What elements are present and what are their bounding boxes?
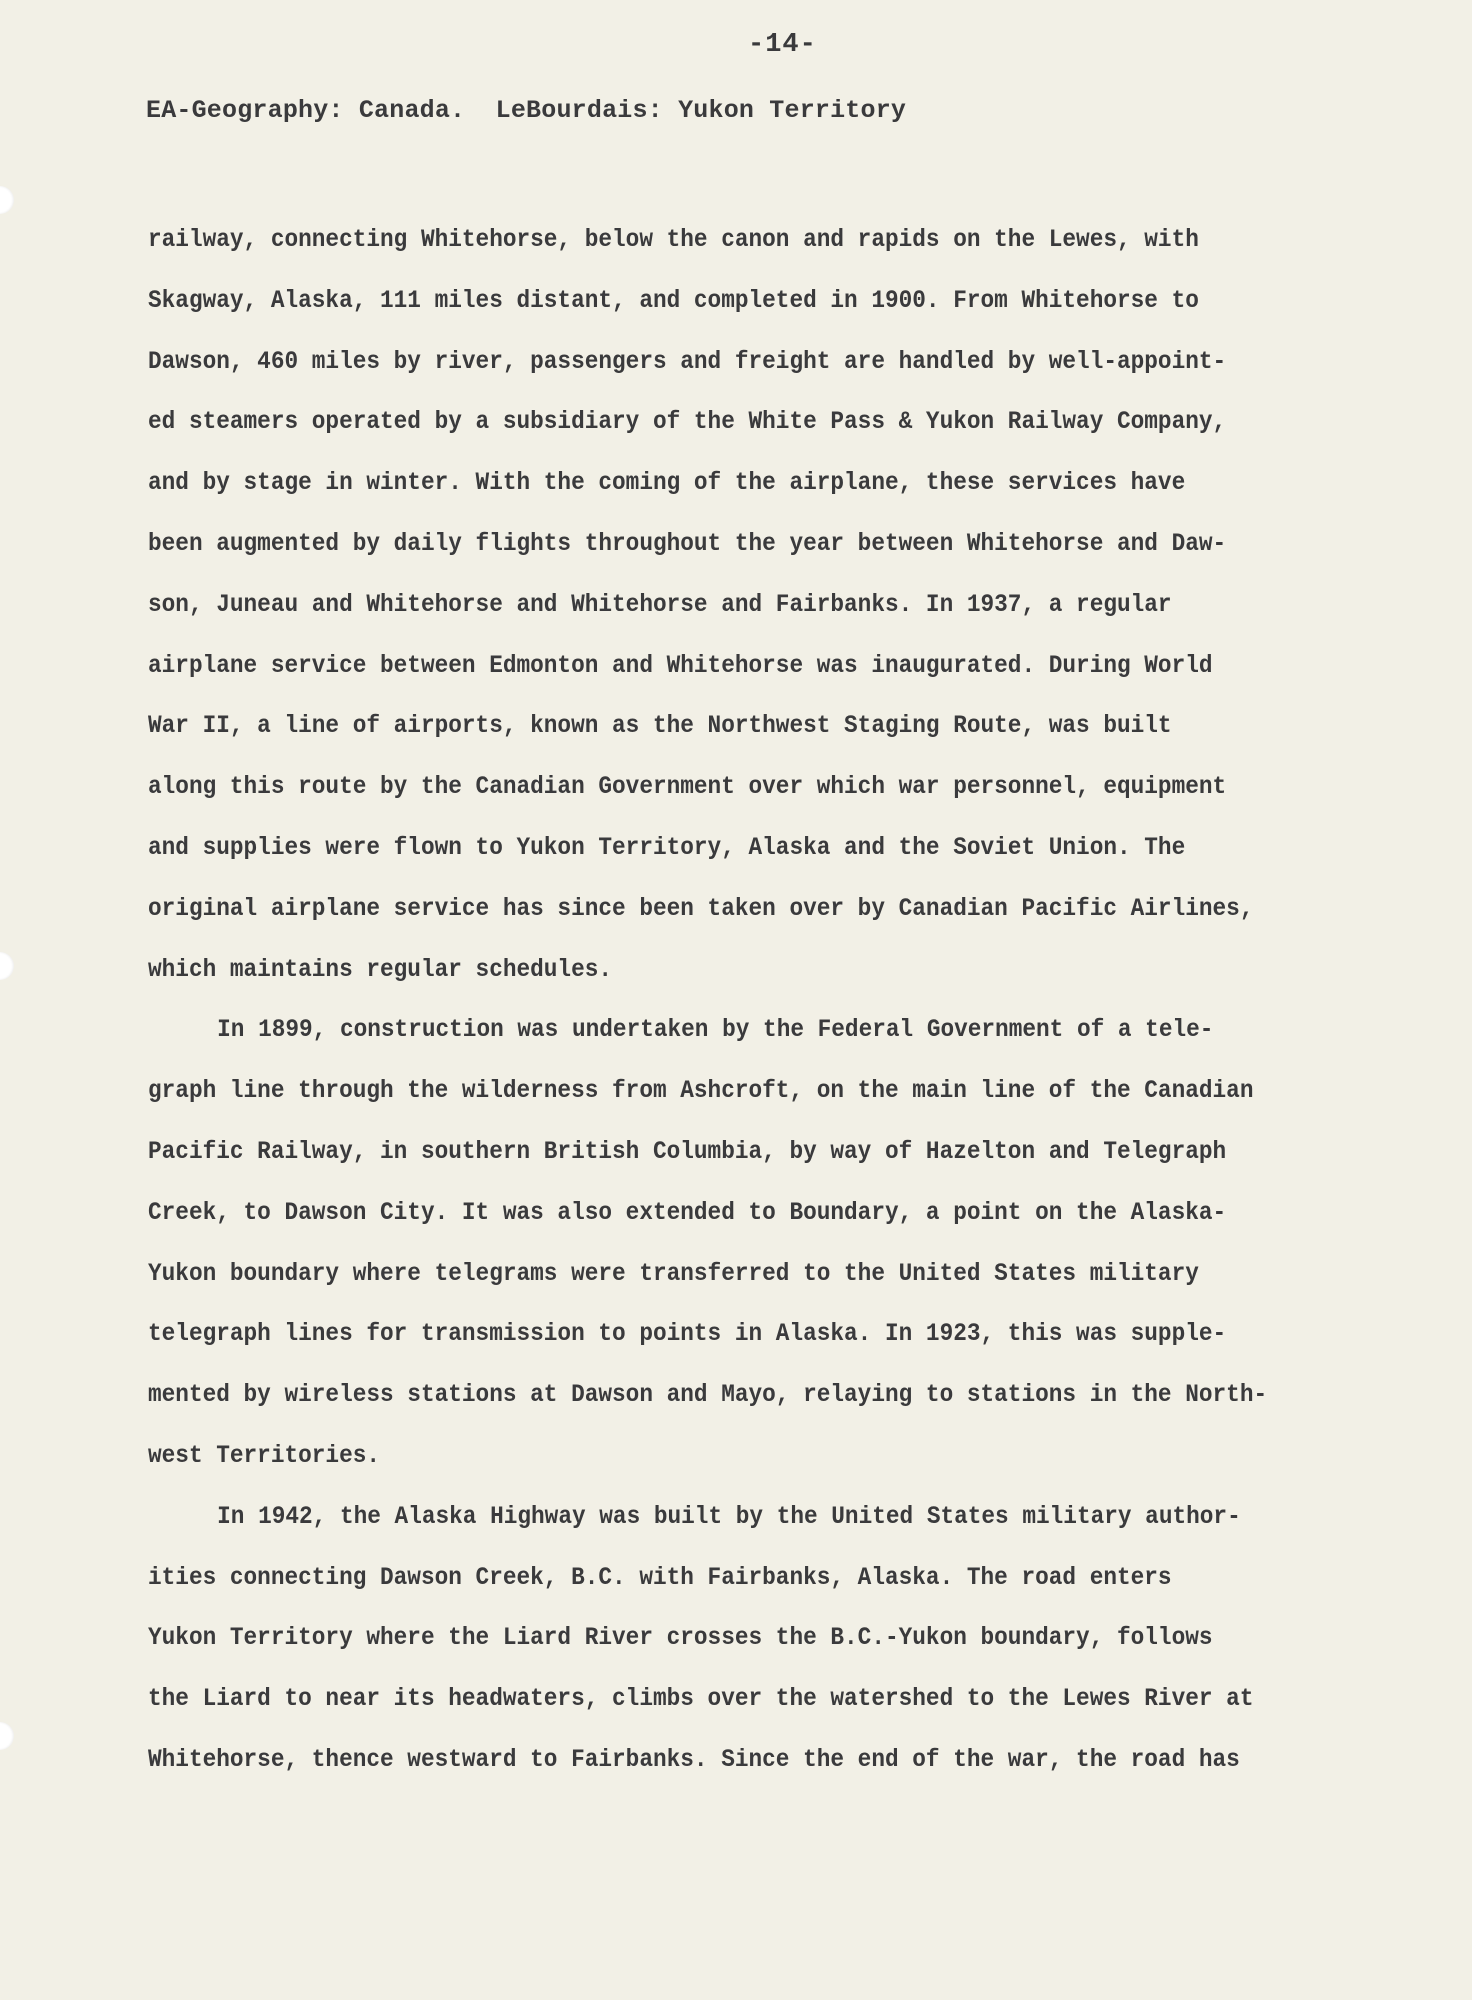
text-line: railway, connecting Whitehorse, below the canon and rapids on the Lewes, with bbox=[148, 225, 1199, 254]
text-line: In 1942, the Alaska Highway was built by the United States military author- bbox=[217, 1501, 1241, 1531]
text-line: Creek, to Dawson City. It was also extended to Boundary, a point on the Alaska- bbox=[148, 1197, 1227, 1227]
page-number: -14- bbox=[748, 30, 817, 60]
text-line: been augmented by daily flights throughout the year between Whitehorse and Daw- bbox=[148, 528, 1227, 558]
text-line: airplane service between Edmonton and Whitehorse was inaugurated. During World bbox=[148, 650, 1213, 680]
body-text bbox=[148, 210, 1388, 1791]
paragraph bbox=[148, 210, 1388, 1000]
text-line: Yukon Territory where the Liard River crosses the B.C.-Yukon boundary, follows bbox=[148, 1623, 1213, 1653]
text-line: Dawson, 460 miles by river, passengers and freight are handled by well-appoint- bbox=[148, 346, 1227, 376]
binder-hole bbox=[0, 186, 14, 214]
text-line: Whitehorse, thence westward to Fairbanks. Since the end of the war, the road has bbox=[148, 1744, 1240, 1774]
paragraph bbox=[148, 1000, 1388, 1486]
text-line: west Territories. bbox=[148, 1440, 381, 1470]
text-line: along this route by the Canadian Government over which war personnel, equipment bbox=[148, 772, 1227, 802]
text-line: ities connecting Dawson Creek, B.C. with Fairbanks, Alaska. The road enters bbox=[148, 1562, 1172, 1592]
text-line: telegraph lines for transmission to points in Alaska. In 1923, this was supple- bbox=[148, 1319, 1227, 1349]
text-line: mented by wireless stations at Dawson and Mayo, relaying to stations in the North- bbox=[148, 1380, 1268, 1410]
text-line: graph line through the wilderness from Ashcroft, on the main line of the Canadian bbox=[148, 1076, 1254, 1106]
text-line: War II, a line of airports, known as the Northwest Staging Route, was built bbox=[148, 711, 1172, 741]
text-line: Skagway, Alaska, 111 miles distant, and completed in 1900. From Whitehorse to bbox=[148, 285, 1199, 315]
binder-hole bbox=[0, 1722, 14, 1750]
document-header: EA-Geography: Canada. LeBourdais: Yukon Territory bbox=[146, 96, 907, 125]
text-line: Yukon boundary where telegrams were transferred to the United States military bbox=[148, 1258, 1199, 1288]
text-line: Pacific Railway, in southern British Columbia, by way of Hazelton and Telegraph bbox=[148, 1136, 1227, 1166]
text-line: ed steamers operated by a subsidiary of the White Pass & Yukon Railway Company, bbox=[148, 407, 1227, 437]
text-line: and supplies were flown to Yukon Territory, Alaska and the Soviet Union. The bbox=[148, 832, 1186, 862]
text-line: which maintains regular schedules. bbox=[148, 954, 613, 984]
paragraph bbox=[148, 1487, 1388, 1791]
binder-hole bbox=[0, 952, 14, 980]
text-line: son, Juneau and Whitehorse and Whitehorse and Fairbanks. In 1937, a regular bbox=[148, 589, 1172, 619]
text-line: original airplane service has since been taken over by Canadian Pacific Airlines, bbox=[148, 893, 1254, 923]
text-line: the Liard to near its headwaters, climbs over the watershed to the Lewes River at bbox=[148, 1684, 1254, 1714]
text-line: and by stage in winter. With the coming of the airplane, these services have bbox=[148, 468, 1186, 498]
text-line: In 1899, construction was undertaken by the Federal Government of a tele- bbox=[217, 1015, 1214, 1045]
